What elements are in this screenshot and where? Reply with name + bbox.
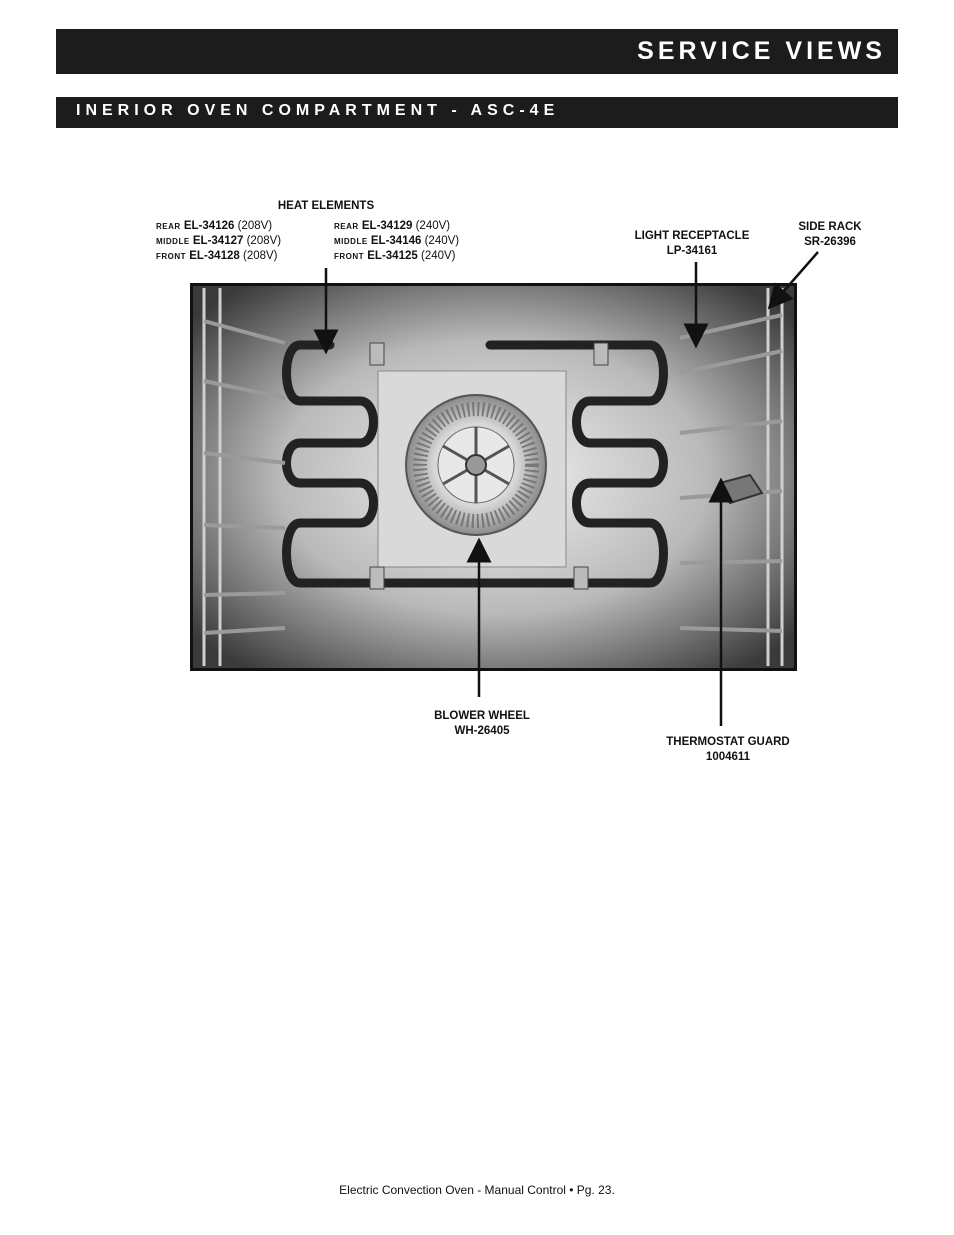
side-rack-name: SIDE RACK [798, 221, 862, 233]
light-receptacle-part: LP-34161 [666, 245, 718, 257]
element-voltage: (240V) [424, 235, 460, 247]
element-code: EL-34127 [192, 235, 244, 247]
section-title: INERIOR OVEN COMPARTMENT - ASC-4E [76, 102, 560, 119]
element-code: EL-34128 [189, 250, 240, 262]
element-voltage: (208V) [242, 250, 278, 262]
thermostat-guard-name: THERMOSTAT GUARD [666, 736, 790, 748]
blower-wheel-name: BLOWER WHEEL [434, 710, 530, 722]
side-rack-part: SR-26396 [804, 236, 856, 248]
side-rack-arrow [776, 252, 818, 300]
page-footer: Electric Convection Oven - Manual Control • Pg. 23. [339, 1183, 615, 1197]
element-position: REAR [334, 222, 359, 231]
element-position: FRONT [156, 252, 187, 261]
blower-wheel-part: WH-26405 [454, 725, 510, 737]
element-voltage: (240V) [415, 220, 451, 232]
page-title: SERVICE VIEWS [637, 37, 886, 65]
thermostat-guard-part: 1004611 [705, 751, 751, 763]
element-code: EL-34146 [370, 235, 422, 247]
element-code: EL-34125 [367, 250, 418, 262]
element-voltage: (208V) [246, 235, 282, 247]
thermostat-guard-label [638, 735, 818, 765]
heat-elements-label: HEAT ELEMENTS [277, 200, 375, 212]
element-position: MIDDLE [156, 237, 190, 246]
light-receptacle-name: LIGHT RECEPTACLE [634, 230, 750, 242]
element-voltage: (240V) [420, 250, 456, 262]
element-code: EL-34126 [183, 220, 235, 232]
element-position: REAR [156, 222, 181, 231]
blower-wheel-label [402, 709, 562, 739]
element-voltage: (208V) [237, 220, 273, 232]
element-position: FRONT [334, 252, 365, 261]
element-position: MIDDLE [334, 237, 368, 246]
element-code: EL-34129 [361, 220, 413, 232]
